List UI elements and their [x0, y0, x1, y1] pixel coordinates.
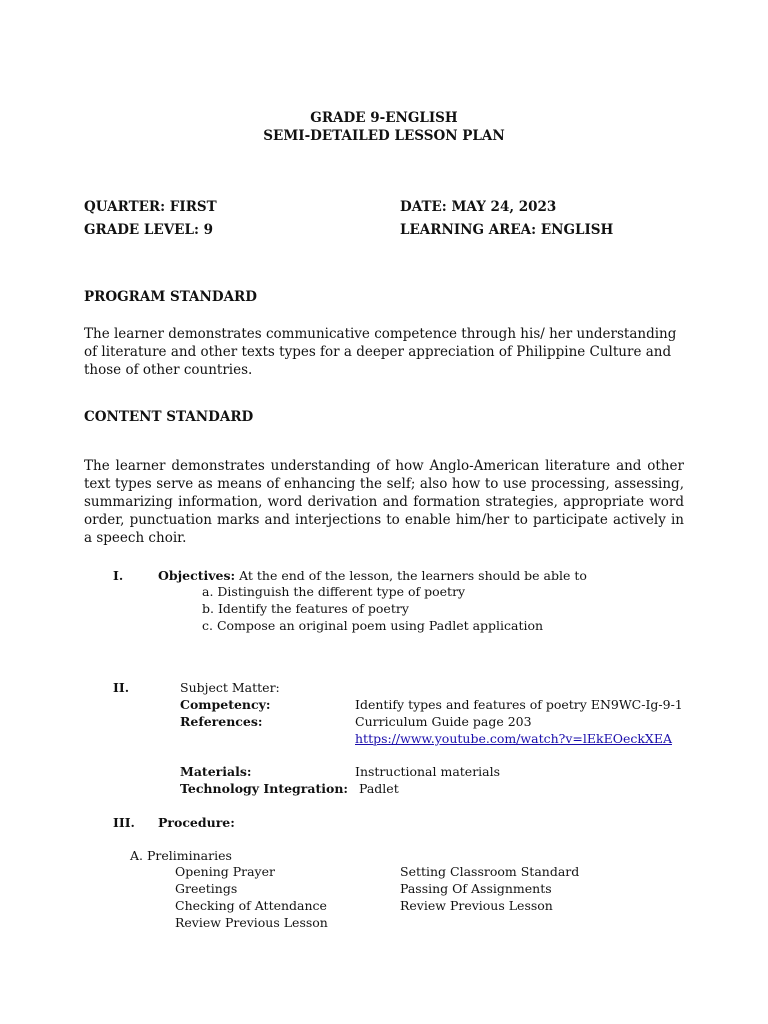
preliminaries-item: Setting Classroom Standard	[400, 864, 580, 879]
procedure-numeral: III.	[113, 815, 135, 830]
subject-matter-label: Subject Matter:	[180, 680, 280, 695]
program-standard-heading: PROGRAM STANDARD	[84, 289, 257, 305]
objectives-label: Objectives:	[158, 568, 236, 583]
objectives-numeral: I.	[113, 568, 124, 583]
preliminaries-item: Passing Of Assignments	[400, 881, 552, 896]
content-standard-text: The learner demonstrates understanding of how Anglo-American literature and other text types serve as means of enhancing the self; also how to use processing, assessing, summarizing information, word derivation and formation strategies, appropriate word order, punctuation marks and interjections to enable him/her to participate actively in a speech choir.	[84, 458, 684, 546]
quarter-label: QUARTER: FIRST	[84, 199, 217, 215]
objective-item: a. Distinguish the different type of poetry	[202, 584, 466, 599]
technology-integration-value: Padlet	[359, 781, 399, 796]
materials-label: Materials:	[180, 764, 252, 779]
program-standard-text: The learner demonstrates communicative competence through his/ her understanding of literature and other texts types for a deeper appreciation of Philippine Culture and those of other countries.	[84, 326, 677, 378]
competency-value: Identify types and features of poetry EN9WC-Ig-9-1	[355, 697, 683, 712]
preliminaries-item: Opening Prayer	[175, 864, 275, 879]
date-label: DATE: MAY 24, 2023	[400, 199, 557, 215]
document-subtitle: SEMI-DETAILED LESSON PLAN	[263, 128, 505, 144]
learning-area-label: LEARNING AREA: ENGLISH	[400, 222, 614, 238]
objective-item: c. Compose an original poem using Padlet application	[202, 618, 544, 633]
preliminaries-item: Review Previous Lesson	[175, 915, 328, 930]
procedure-label: Procedure:	[158, 815, 235, 830]
technology-integration-label: Technology Integration:	[180, 781, 349, 796]
preliminaries-item: Greetings	[175, 881, 238, 896]
references-link[interactable]: https://www.youtube.com/watch?v=lEkEOeckXEA	[355, 731, 672, 746]
document-title: GRADE 9-ENGLISH	[310, 110, 458, 126]
objectives-intro: At the end of the lesson, the learners should be able to	[239, 568, 587, 583]
content-standard-heading: CONTENT STANDARD	[84, 409, 254, 425]
objective-item: b. Identify the features of poetry	[202, 601, 409, 616]
materials-value: Instructional materials	[355, 764, 501, 779]
competency-label: Competency:	[180, 697, 271, 712]
preliminaries-label: A. Preliminaries	[130, 848, 232, 863]
preliminaries-item: Review Previous Lesson	[400, 898, 553, 913]
references-label: References:	[180, 714, 263, 729]
subject-matter-numeral: II.	[113, 680, 130, 695]
references-value: Curriculum Guide page 203	[355, 714, 532, 729]
grade-level-label: GRADE LEVEL: 9	[84, 222, 214, 238]
objectives-line	[158, 568, 587, 583]
preliminaries-item: Checking of Attendance	[175, 898, 327, 913]
